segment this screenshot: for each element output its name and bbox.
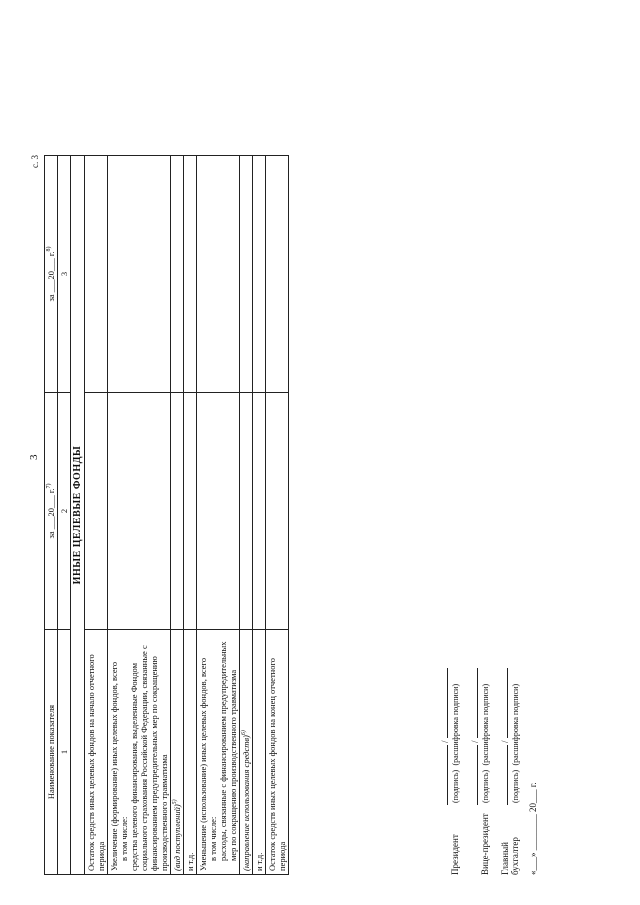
table-row: и т.д. [184,156,197,875]
rotated-form-sheet [30,155,575,875]
page-label: с. 3 [30,155,40,168]
target-funds-table [44,155,289,875]
period2-header: за ___20___ г.$^{8)}$ [45,156,58,393]
table-row: Увеличение (формирование) иных целевых фондов, всего в том числе: средства целевого финансирования, выделенные Фондом социального страхования Российской Федерации, связанные с финансированием предупредительных мер по сокращению производственного травматизма [108,156,171,875]
table-row: Уменьшение (использование) иных целевых фондов, всего в том числе: расходы, связанные с финансированием предупредительных мер по сокращению производственного травматизма [197,156,240,875]
indicator-header: Наименование показателя [45,630,58,875]
section-title: ИНЫЕ ЦЕЛЕВЫЕ ФОНДЫ [71,156,85,875]
table-row: (вид поступлений)$^{5)}$ [171,156,184,875]
president-sign-row: Президент / (подпись) (расшифровка подписи) [430,155,460,875]
chief-accountant-sign-row: Главный бухгалтер / (подпись) (расшифровка подписи) [490,155,520,875]
date-line: «___» ________ 20___ г. [528,782,538,875]
table-header-row [45,156,58,875]
signatures-block [430,155,538,875]
table-row: Остаток средств иных целевых фондов на начало отчетного периода [85,156,108,875]
page-number: 3 [28,454,40,460]
table-row: и т.д. [253,156,266,875]
section-title-row [71,156,85,875]
table-row: Остаток средств иных целевых фондов на конец отчетного периода [266,156,289,875]
vice-president-sign-row: Вице-президент / (подпись) (расшифровка подписи) [460,155,490,875]
period1-header: за ___20___ г.$^{7)}$ [45,393,58,630]
table-row: (направление использования средств)$^{6)}$ [240,156,253,875]
column-number-row: 1 2 3 [58,156,71,875]
